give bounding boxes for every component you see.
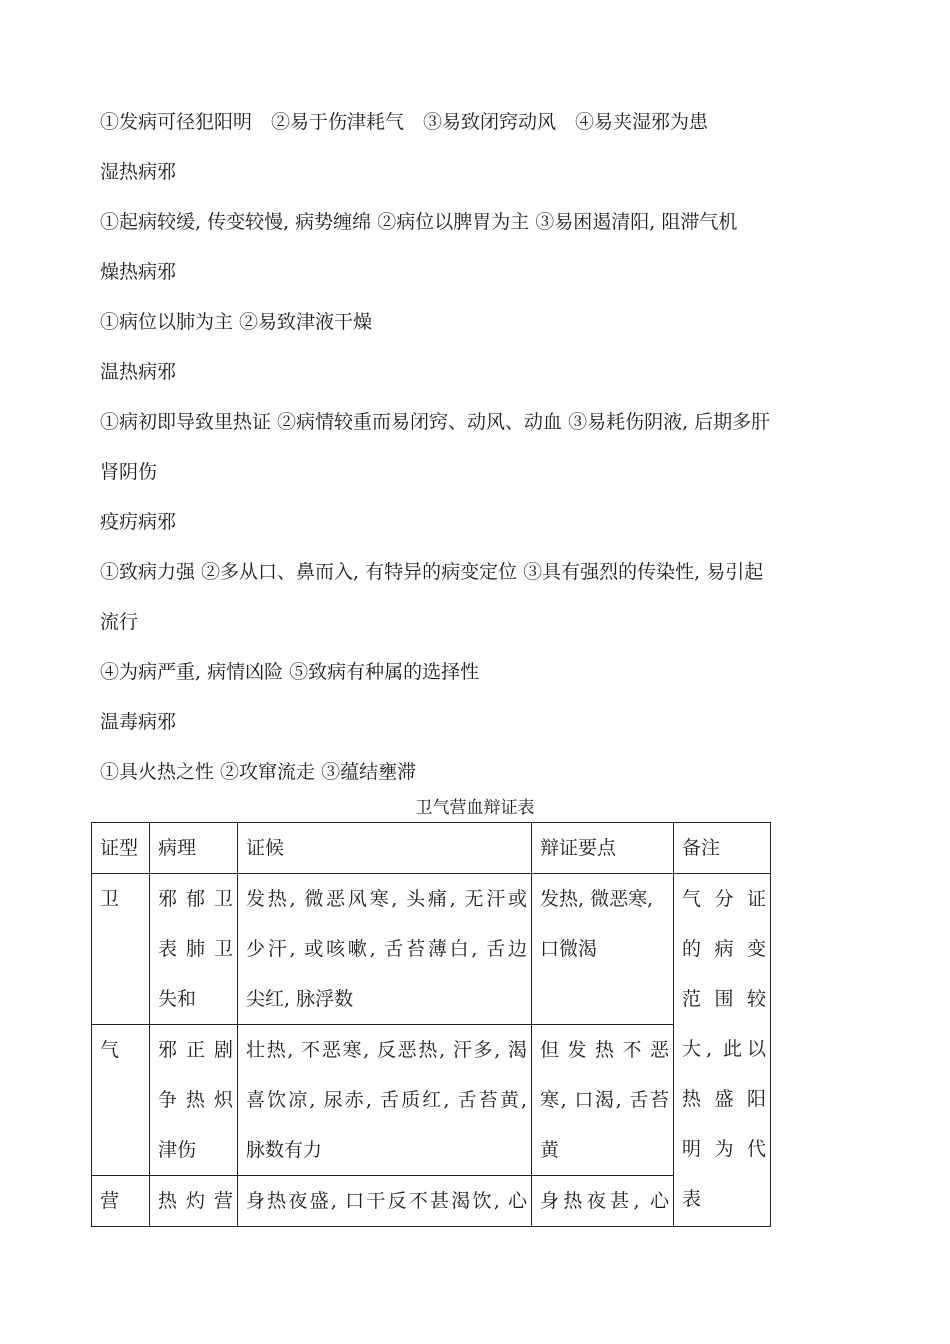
pathology-cell: 邪正剧 争热炽 津伤 [150, 1025, 238, 1176]
type-cell: 气 [92, 1025, 150, 1176]
syndrome-table [91, 822, 771, 1227]
paragraph-5b: 流行 [100, 611, 139, 633]
paragraph-4a: ①病初即导致里热证 ②病情较重而易闭窍、动风、动血 ③易耗伤阴液, 后期多肝 [100, 411, 771, 433]
type-cell: 营 [92, 1176, 150, 1227]
header-key-points: 辩证要点 [532, 823, 674, 874]
header-remark: 备注 [674, 823, 771, 874]
heading-zaore: 燥热病邪 [100, 261, 177, 283]
header-type: 证型 [92, 823, 150, 874]
header-pathology: 病理 [150, 823, 238, 874]
key-points-cell: 发热, 微恶寒, 口微渴 [532, 874, 674, 1025]
key-points-cell: 但发热不恶 寒, 口渴, 舌苔 黄 [532, 1025, 674, 1176]
table-row [92, 1176, 771, 1227]
paragraph-4b: 肾阴伤 [100, 461, 158, 483]
pathology-cell: 邪郁卫 表肺卫 失和 [150, 874, 238, 1025]
paragraph-2: ①起病较缓, 传变较慢, 病势缠绵 ②病位以脾胃为主 ③易困遏清阳, 阻滞气机 [100, 211, 738, 233]
paragraph-1: ①发病可径犯阳明 ②易于伤津耗气 ③易致闭窍动风 ④易夹湿邪为患 [100, 111, 709, 133]
table-caption: 卫气营血辩证表 [415, 798, 535, 818]
paragraph-5a: ①致病力强 ②多从口、鼻而入, 有特异的病变定位 ③具有强烈的传染性, 易引起 [100, 561, 764, 583]
heading-yili: 疫疠病邪 [100, 511, 177, 533]
table-row [92, 874, 771, 1025]
paragraph-7: ①具火热之性 ②攻窜流走 ③蕴结壅滞 [100, 761, 417, 783]
symptoms-cell: 发热, 微恶风寒, 头痛, 无汗或 少汗, 或咳嗽, 舌苔薄白, 舌边 尖红, 脉浮数 [238, 874, 532, 1025]
heading-wenre: 温热病邪 [100, 361, 177, 383]
remark-cell: 气分证 的病变 范围较 大, 此以 热盛阳 明为代 表 [674, 874, 771, 1227]
type-cell: 卫 [92, 874, 150, 1025]
symptoms-cell: 身热夜盛, 口干反不甚渴饮, 心 [238, 1176, 532, 1227]
pathology-cell: 热灼营 [150, 1176, 238, 1227]
table-row [92, 1025, 771, 1176]
symptoms-cell: 壮热, 不恶寒, 反恶热, 汗多, 渴 喜饮凉, 尿赤, 舌质红, 舌苔黄, 脉数有力 [238, 1025, 532, 1176]
key-points-cell: 身热夜甚, 心 [532, 1176, 674, 1227]
header-symptoms: 证候 [238, 823, 532, 874]
paragraph-6: ④为病严重, 病情凶险 ⑤致病有种属的选择性 [100, 661, 480, 683]
paragraph-3: ①病位以肺为主 ②易致津液干燥 [100, 311, 373, 333]
table-header-row [92, 823, 771, 874]
heading-shire: 湿热病邪 [100, 161, 177, 183]
heading-wendu: 温毒病邪 [100, 711, 177, 733]
